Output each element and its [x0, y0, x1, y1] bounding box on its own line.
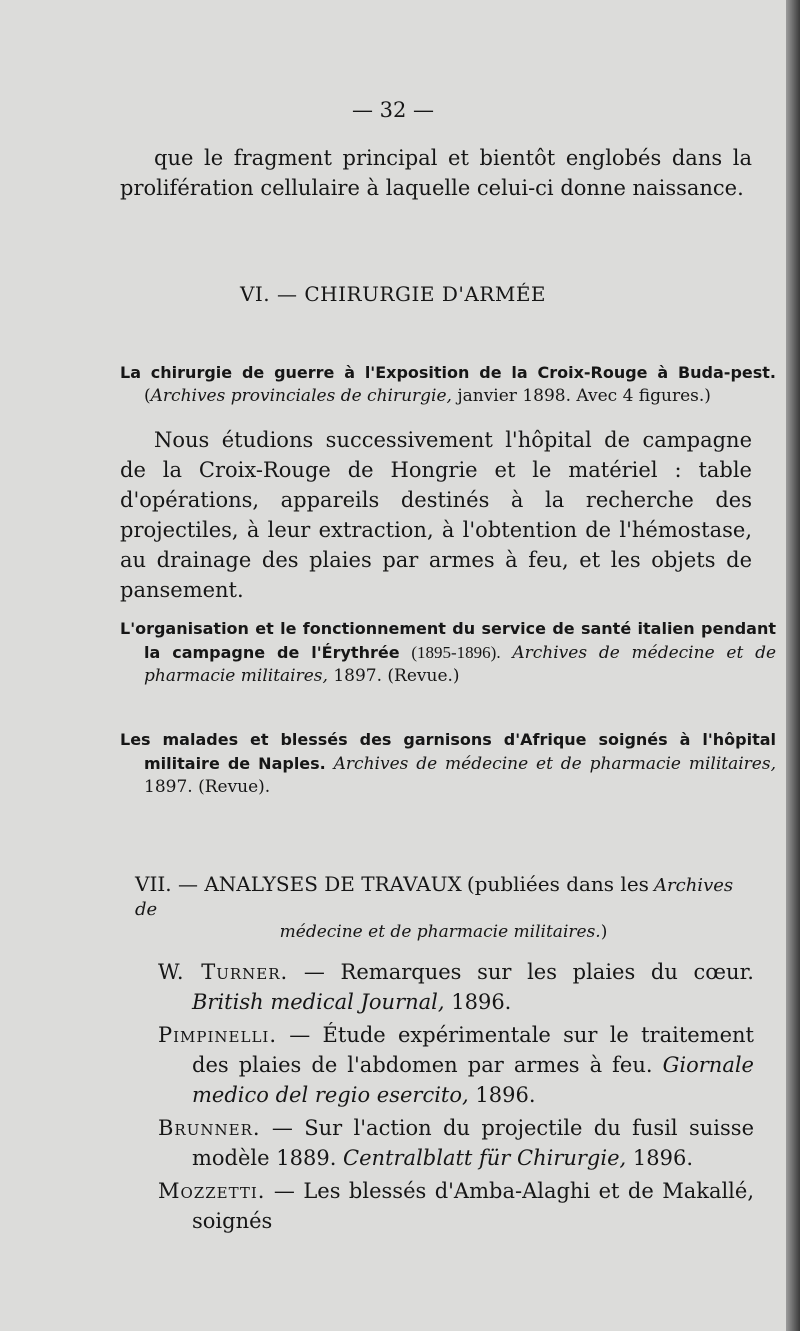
reference-author: Pimpinelli. — [158, 1023, 278, 1047]
entry-3 — [120, 728, 776, 799]
entry-1-rest: janvier 1898. Avec 4 figures.) — [457, 386, 711, 406]
section-vii-paren: (publiées dans les — [466, 872, 649, 896]
reference-journal: British medical Journal, — [192, 990, 445, 1014]
section-vii-close: ) — [600, 922, 608, 942]
reference-year: 1896. — [444, 990, 512, 1014]
entry-3-source: Archives de médecine et de pharmacie militaires, — [333, 754, 776, 774]
reference-journal: Centralblatt für Chirurgie, — [343, 1146, 627, 1170]
section-vii-italic-1: Archives de — [135, 875, 734, 920]
reference-author: Mozzetti. — [158, 1179, 266, 1203]
entry-1-title: La chirurgie de guerre à l'Exposition de la Croix-Rouge à Buda-pest. — [120, 363, 776, 382]
section-vii-heading — [135, 872, 752, 942]
section-vii-title: VII. — ANALYSES DE TRAVAUX — [135, 872, 462, 896]
reference-year: 1896. — [468, 1083, 536, 1107]
section-vi-heading: VI. — CHIRURGIE D'ARMÉE — [239, 282, 547, 306]
entry-2-rest: 1897. (Revue.) — [333, 666, 460, 686]
entry-3-rest: 1897. (Revue). — [144, 777, 271, 797]
reference-item — [158, 1020, 754, 1110]
section-vii-italic-2: médecine et de pharmacie militaires. — [279, 922, 601, 942]
entry-3-title: Les malades et blessés des garnisons d'Afrique soignés à l'hôpital militaire de Naples. — [120, 730, 776, 773]
reference-text: — Étude expérimentale sur le traitement des plaies de l'abdomen par armes à feu. — [192, 1023, 754, 1077]
paragraph-1: Nous étudions successivement l'hôpital de campagne de la Croix-Rouge de Hongrie et le matériel : table d'opérations, appareils destinés à la recherche des projectiles, à leur extraction, à l'obtention de l'hémostase, au drainage des plaies par armes à feu, et les objets de pansement. — [120, 428, 752, 602]
entry-2-years: (1895-1896). — [411, 643, 501, 662]
reference-text: — Les blessés d'Amba-Alaghi et de Makallé, soignés — [192, 1179, 754, 1233]
reference-text: — Remarques sur les plaies du cœur. — [288, 960, 754, 984]
entry-2 — [120, 617, 776, 688]
entry-1 — [120, 361, 776, 408]
reference-item — [158, 1176, 754, 1236]
page-edge-shadow — [786, 0, 800, 1331]
reference-journal: Giornale medico del regio esercito, — [192, 1053, 754, 1107]
references-list — [158, 957, 754, 1236]
reference-item — [158, 957, 754, 1017]
intro-paragraph: que le fragment principal et bientôt englobés dans la prolifération cellulaire à laquelle celui-ci donne naissance. — [120, 146, 752, 200]
entry-2-title: L'organisation et le fonctionnement du service de santé italien pendant la campagne de l'Érythrée — [120, 619, 776, 662]
entry-2-source: Archives de médecine et de pharmacie militaires, — [144, 643, 777, 686]
page-number: — 32 — — [351, 98, 435, 122]
reference-year: 1896. — [626, 1146, 693, 1170]
reference-author: Brunner. — [158, 1116, 261, 1140]
reference-item — [158, 1113, 754, 1173]
entry-1-open: ( — [144, 386, 151, 406]
reference-text: — Sur l'action du projectile du fusil suisse modèle 1889. — [192, 1116, 754, 1170]
entry-1-source: Archives provinciales de chirurgie, — [150, 386, 452, 406]
reference-author: W. Turner. — [158, 960, 289, 984]
